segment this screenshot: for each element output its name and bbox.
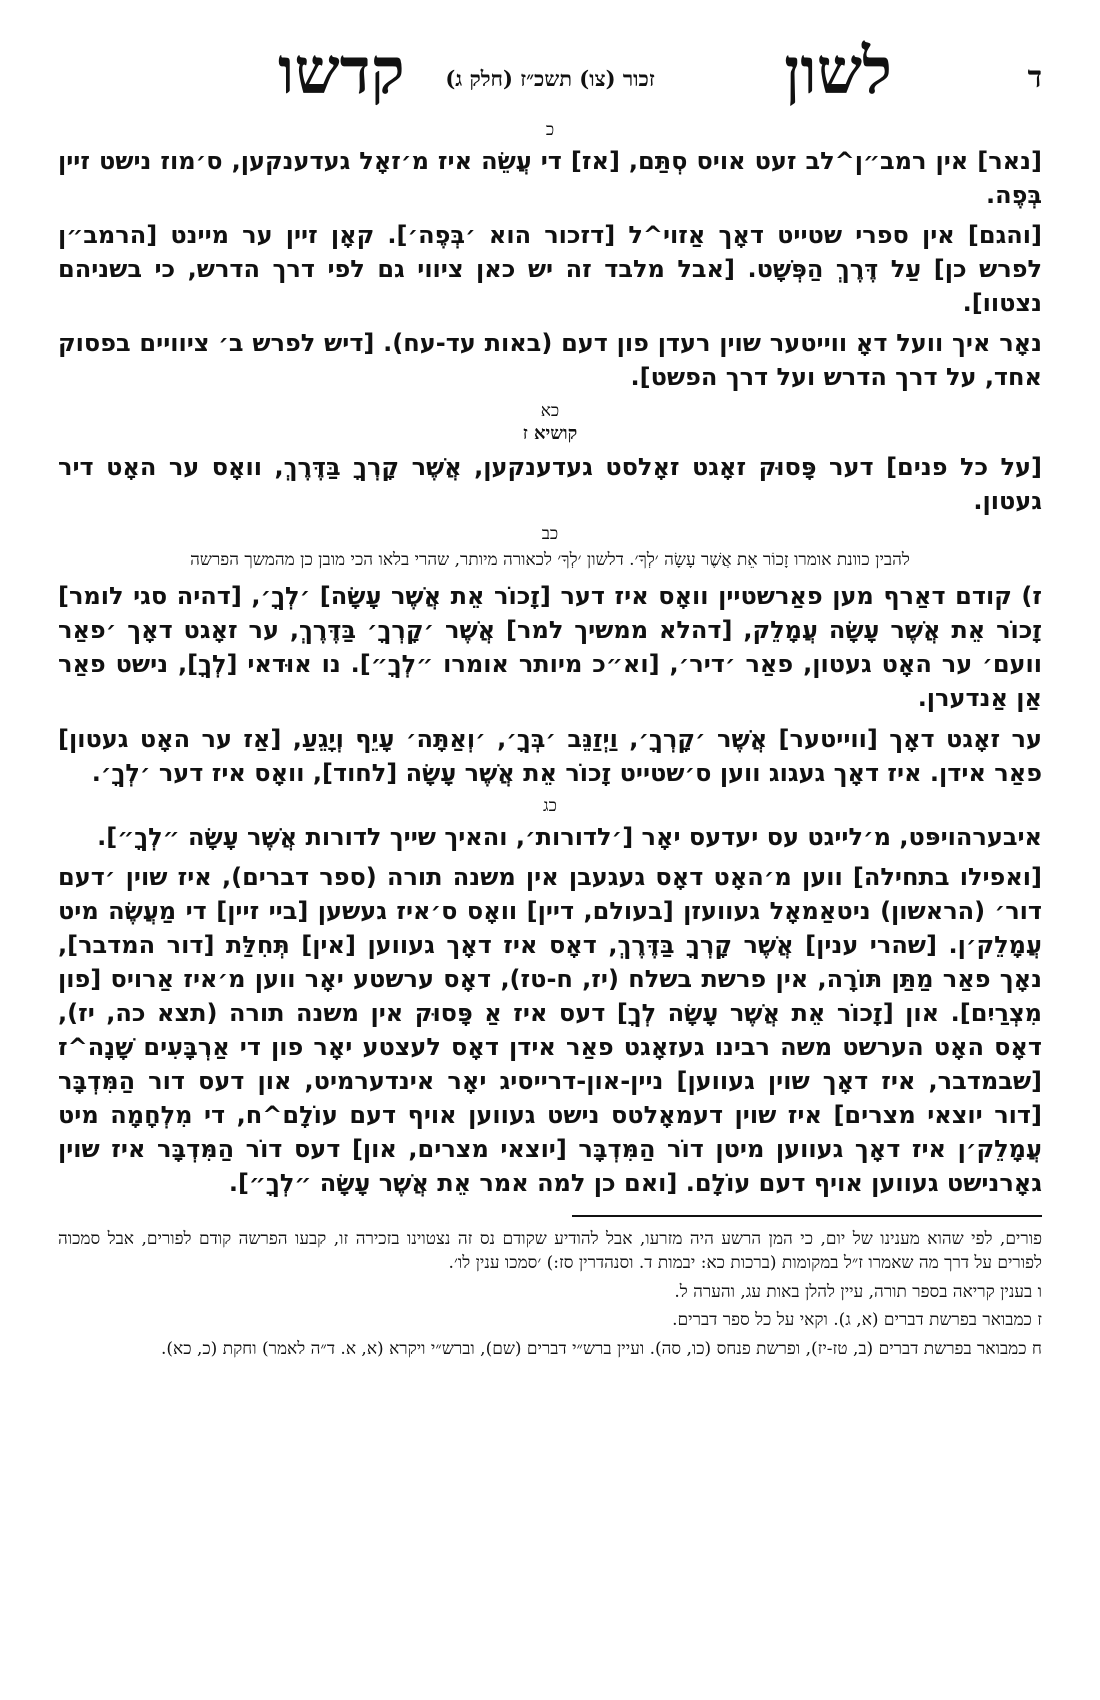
body-paragraph: [ואפילו בתחילה] ווען מ׳האָט דאָס געגעבן אין משנה תורה (ספר דברים), איז שוין ׳דעם דור׳ (הראשון) ניטאַמאָל געוועזן [בעולם, דיין] וואָס ס׳איז געשען [ביי זיין] די מַעֲשֶׂה מיט עֲמָלֵק׳ן. [שהרי ענין] אֲשֶׁר קָרְךָ בַּדֶּרֶךְ, דאָס איז דאָך געווען [אין] תְּחִלַּת [דור המדבר], נאָך פאַר מַתַּן תּוֹרָה, אין פרשת בשלח (יז, ח-טז), דאָס ערשטע יאָר ווען מ׳איז אַרויס [פון מִצְרַיִם]. און [זָכוֹר אֵת אֲשֶׁר עָשָׂה לְךָ] דעס איז אַ פָּסוּק אין משנה תורה (תצא כה, יז), דאָס האָט הערשט משה רבינו געזאָגט פאַר אידן דאָס לעצטע יאָר פון די אַרְבָּעִים שָׁנָה^ז [שבמדבר, איז דאָך שוין געווען] ניין-און-דרייסיג יאָר אינדערמיט, און דעס דור הַמִּדְבָּר [דור יוצאי מצרים] איז שוין דעמאָלטס נישט געווען אויף דעם עוֹלָם^ח, די מִלְחָמָה מיט עֲמָלֵק׳ן איז דאָך געווען מיטן דוֹר הַמִּדְבָּר [יוצאי מצרים, און] דעס דוֹר הַמִּדְבָּר איז שוין גאָרנישט געווען אויף דעם עוֹלָם. [ואם כן למה אמר אֵת אֲשֶׁר עָשָׂה ״לְךָ״]. (58, 862, 1042, 1198)
section-number: כג (543, 795, 557, 816)
section-kaf-gimel (58, 796, 1042, 1201)
body-paragraph: [נאר] אין רמב״ן^לב זעט אויס סְתַּם, [אז] די עֲשֵׂה איז מ׳זאָל געדענקען, ס׳מוז נישט זיין בְּפֶה. (58, 147, 1042, 210)
footnote: ח כמבואר בפרשת דברים (ב, טז-יז), ופרשת פנחס (כו, סה). ועיין ברש״י דברים (שם), וברש״י ויקרא (א, א. ד״ה לאמר) וחקת (כ, כא). (161, 1339, 1042, 1360)
running-title-left: קדשו (278, 34, 405, 109)
body-paragraph: ז) קודם דאַרף מען פאַרשטיין וואָס איז דער [זָכוֹר אֵת אֲשֶׁר עָשָׂה] ׳לְךָ׳, [דהיה סגי לומר] זָכוֹר אֵת אֲשֶׁר עָשָׂה עֲמָלֵק, [דהלא ממשיך למר] אֲשֶׁר ׳קָרְךָ׳ בַּדֶּרֶךְ, ער זאָגט דאָך ׳פאַר וועם׳ ער האָט געטון, פאַר ׳דיר׳, [וא״כ מיותר אומרו ״לְךָ״]. נו אוּדאי [לְךָ], נישט פאַר אַן אַנדערן. (58, 582, 1042, 713)
page-header (58, 34, 1042, 110)
section-kaf (58, 120, 1042, 395)
body-paragraph: איבערהויפּט, מ׳לייגט עס יעדעס יאָר [׳לדורות׳, והאיך שייך לדורות אֲשֶׁר עָשָׂה ״לְךָ״]. (97, 822, 1042, 851)
section-number: כ (545, 120, 555, 140)
section-lead: להבין כוונת אומרו זָכוֹר אֵת אֲשֶׁר עָשָׂה ׳לְךָ׳. דלשון ׳לְךָ׳ לכאורה מיותר, שהרי בלאו הכי מובן כן מהמשך הפרשה (190, 549, 910, 570)
body-paragraph: [על כל פנים] דער פָּסוּק זאָגט זאָלסט געדענקען, אֲשֶׁר קָרְךָ בַּדֶּרֶךְ, וואָס ער האָט דיר געטון. (58, 452, 1042, 515)
footnote: ו בענין קריאה בספר תורה, עיין להלן באות עג, והערה ל. (674, 1281, 1042, 1302)
footnotes (58, 1215, 1042, 1362)
page-number: ד (1027, 60, 1042, 95)
section-kaf-bet (58, 524, 1042, 790)
section-number: כא (540, 400, 560, 421)
body-paragraph: ער זאָגט דאָך [ווייטער] אֲשֶׁר ׳קָרְךָ׳, וַיְזַנֵּב ׳בְּךָ׳, ׳וְאַתָּה׳ עָיֵף וְיָגֵעַ, [אַז ער האָט געטון] פאַר אידן. איז דאָך געגוג ווען ס׳שטייט זָכוֹר אֵת אֲשֶׁר עָשָׂה [לחוד], וואָס איז דער ׳לְךָ׳. (58, 724, 1042, 787)
running-title-right: לשון (784, 34, 892, 109)
footnote: ז כמבואר בפרשת דברים (א, ג). וקאי על כל ספר דברים. (672, 1310, 1042, 1331)
body-paragraph: נאָר איך וועל דאָ ווייטער שוין רעדן פון דעם (באות עד-עח). [דיש לפרש ב׳ ציוויים בפסוק אחד, על דרך הדרש ועל דרך הפשט]. (58, 329, 1042, 392)
running-subtitle: זכור (צו) תשכ״ז (חלק ג) (445, 66, 655, 91)
section-kaf-alef (58, 401, 1042, 518)
section-subheading: קושיא ז (522, 422, 578, 444)
section-number: כב (541, 523, 559, 544)
footnote-divider (572, 1215, 1042, 1217)
body-paragraph: [והגם] אין ספרי שטייט דאָך אַזוי^ל [דזכור הוא ׳בְּפֶה׳]. קאָן זיין ער מיינט [הרמב״ן לפרש כן] עַל דֶּרֶךְ הַפְּשָׁט. [אבל מלבד זה יש כאן ציווי גם לפי דרך הדרש, כי בשניהם נצטוו]. (58, 221, 1042, 318)
footnote: פורים, לפי שהוא מענינו של יום, כי המן הרשע היה מזרעו, אבל להודיע שקודם נס זה נצטוינו בזכירה זו, קבעו הפרשה קודם לפורים, אבל סמכוה לפורים על דרך מה שאמרו ז״ל במקומות (ברכות כא: יבמות ד. וסנהדרין סז:) ׳סמכו ענין לו׳. (58, 1228, 1042, 1274)
